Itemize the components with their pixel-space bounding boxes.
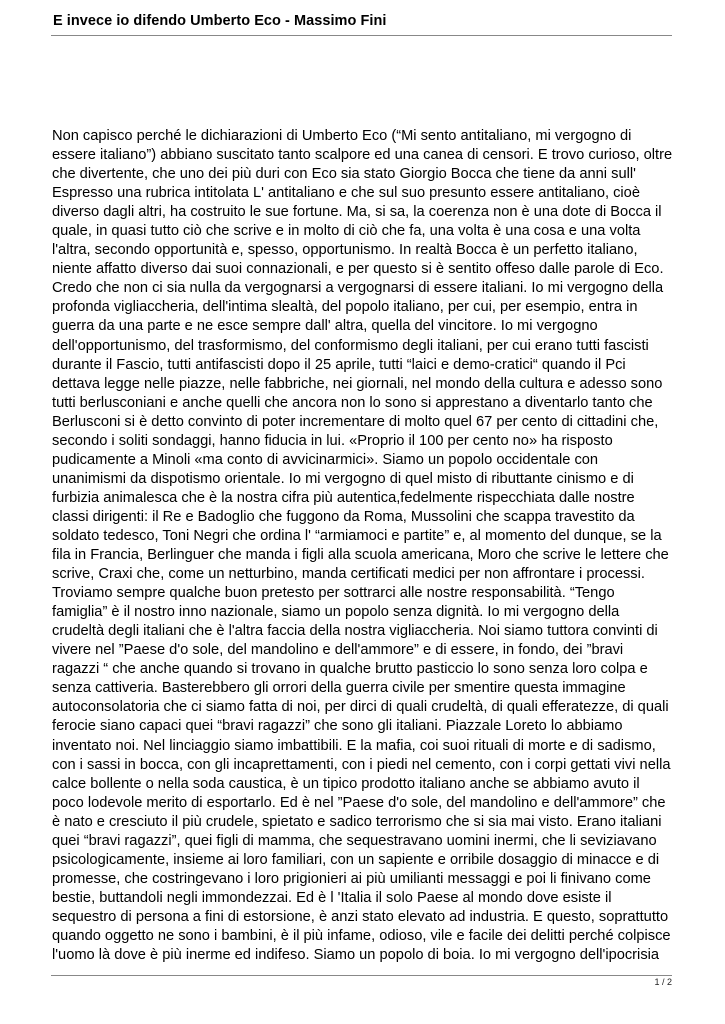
body-line: l'uomo là dove è più inerme ed indifeso. Siamo un popolo di boia. Io mi vergogno dell'ipocrisia: [52, 947, 660, 964]
body-line: che divertente, che uno dei più duri con Eco sia stato Giorgio Bocca che tiene da anni sull': [52, 166, 636, 183]
body-line: con i sassi in bocca, con gli incaprettamenti, con i piedi nel cemento, con i corpi gettati vivi nella: [52, 756, 671, 773]
body-line: promesse, che costringevano i loro prigionieri ai più umilianti messaggi e poi li finivano come: [52, 870, 651, 887]
body-line: classi dirigenti: il Re e Badoglio che fuggono da Roma, Mussolini che scappa travestito da: [52, 508, 635, 525]
body-line: furbizia animalesca che è la nostra cifra più autentica,fedelmente rispecchiata dalle nostre: [52, 489, 635, 506]
page-title: E invece io difendo Umberto Eco - Massimo Fini: [53, 13, 387, 29]
body-line: quando oggetto ne sono i bambini, è il più infame, odioso, vile e facile dei delitti perché colpisce: [52, 927, 671, 944]
body-line: dell'opportunismo, del trasformismo, del conformismo degli italiani, per cui erano tutti fascisti: [52, 337, 649, 354]
body-line: fila in Francia, Berlinguer che manda i figli alla scuola americana, Moro che scrive le lettere che: [52, 547, 669, 564]
body-line: quale, in quasi tutto ciò che scrive e in molto di ciò che fa, una volta è una cosa e una volta: [52, 223, 641, 240]
body-line: vivere nel ”Paese d'o sole, del mandolino e dell'ammore” e di essere, in fondo, dei ”bravi: [52, 642, 624, 659]
body-line: sequestro di persona a fini di estorsione, è anzi stato elevato ad industria. E questo, soprattutto: [52, 908, 669, 925]
body-line: soldato tedesco, Toni Negri che ordina l' “armiamoci e partite” e, al momento del dunque, se la: [52, 527, 662, 544]
body-line: famiglia” è il nostro inno nazionale, siamo un popolo senza dignità. Io mi vergogno della: [52, 604, 620, 621]
body-line: essere italiano”) abbiano suscitato tanto scalpore ed una canea di censori. E trovo curioso, oltre: [52, 147, 673, 164]
body-line: diverso dagli altri, ha costruito le sue fortune. Ma, si sa, la coerenza non è una dote di Bocca il: [52, 204, 662, 221]
body-line: ragazzi “ che anche quando si trovano in qualche brutto pasticcio lo sono senza loro colpa e: [52, 661, 648, 678]
body-line: dettava legge nelle piazze, nelle fabbriche, nei giornali, nel mondo della cultura e adesso sono: [52, 375, 663, 392]
page-number: 1 / 2: [654, 977, 672, 987]
body-line: unanimismi da dispotismo orientale. Io mi vergogno di quel misto di ributtante cinismo e di: [52, 470, 634, 487]
body-line: quei “bravi ragazzi”, quei figli di mamma, che sequestravano uomini inermi, che li seviziavano: [52, 832, 657, 849]
body-line: niente affatto diverso dai suoi connazionali, e per questo si è sentito offeso dalle parole di Eco.: [52, 261, 664, 278]
body-line: Berlusconi si è detto convinto di poter incrementare di molto quel 67 per cento di cittadini che,: [52, 413, 659, 430]
body-line: Espresso una rubrica intitolata L' antitaliano e che sul suo presunto essere antitaliano, cioè: [52, 185, 640, 202]
body-line: è nato e cresciuto il più crudele, spietato e sadico terrorismo che si sia mai visto. Erano italiani: [52, 813, 662, 830]
body-line: senza cattiveria. Basterebbero gli orrori della guerra civile per smentire questa immagine: [52, 680, 626, 697]
header-divider: [51, 35, 672, 36]
body-line: poco lodevole merito di esportarlo. Ed è nel ”Paese d'o sole, del mandolino e dell'ammore” che: [52, 794, 666, 811]
body-line: calce bollente o nella soda caustica, è un tipico prodotto italiano anche se abbiamo avuto il: [52, 775, 640, 792]
article-body: [52, 127, 672, 965]
body-line: autoconsolatoria che ci siamo fatta di noi, per dirci di quali crudeltà, di quali efferatezze, di quali: [52, 699, 669, 716]
body-line: Credo che non ci sia nulla da vergognarsi a vergognarsi di essere italiani. Io mi vergogno della: [52, 280, 664, 297]
body-line: crudeltà degli italiani che è l'altra faccia della nostra vigliaccheria. Noi siamo tuttora convinti di: [52, 623, 658, 640]
body-line: secondo i soliti sondaggi, hanno fiducia in lui. «Proprio il 100 per cento no» ha risposto: [52, 432, 613, 449]
body-line: profonda vigliaccheria, dell'intima slealtà, del popolo italiano, per cui, per esempio, entra in: [52, 299, 638, 316]
footer-divider: [51, 975, 672, 976]
body-line: guerra da una parte e ne esce sempre dall' altra, quella del vincitore. Io mi vergogno: [52, 318, 598, 335]
body-line: ferocie siano capaci quei “bravi ragazzi” che sono gli italiani. Piazzale Loreto lo abbiamo: [52, 718, 623, 735]
body-line: psicologicamente, insieme ai loro familiari, con un sapiente e orribile dosaggio di minacce e di: [52, 851, 660, 868]
body-line: Troviamo sempre qualche buon pretesto per sottrarci alle nostre responsabilità. “Tengo: [52, 585, 615, 602]
body-line: pudicamente a Minoli «ma conto di avvicinarmici». Siamo un popolo occidentale con: [52, 451, 599, 468]
body-line: inventato noi. Nel linciaggio siamo imbattibili. E la mafia, coi suoi rituali di morte e di sadismo,: [52, 737, 656, 754]
body-line: l'altra, secondo opportunità e, spesso, opportunismo. In realtà Bocca è un perfetto italiano,: [52, 242, 638, 259]
body-line: durante il Fascio, tutti antifascisti dopo il 25 aprile, tutti “laici e demo-cratici“ quando il Pci: [52, 356, 626, 373]
body-line: bestie, buttandoli negli immondezzai. Ed è l 'Italia il solo Paese al mondo dove esiste il: [52, 889, 612, 906]
body-line: tutti berlusconiani e anche quelli che ancora non lo sono si apprestano a diventarlo tanto che: [52, 394, 653, 411]
body-line: Non capisco perché le dichiarazioni di Umberto Eco (“Mi sento antitaliano, mi vergogno di: [52, 128, 632, 144]
body-line: scrive, Craxi che, come un netturbino, manda certificati medici per non affrontare i processi.: [52, 566, 645, 583]
